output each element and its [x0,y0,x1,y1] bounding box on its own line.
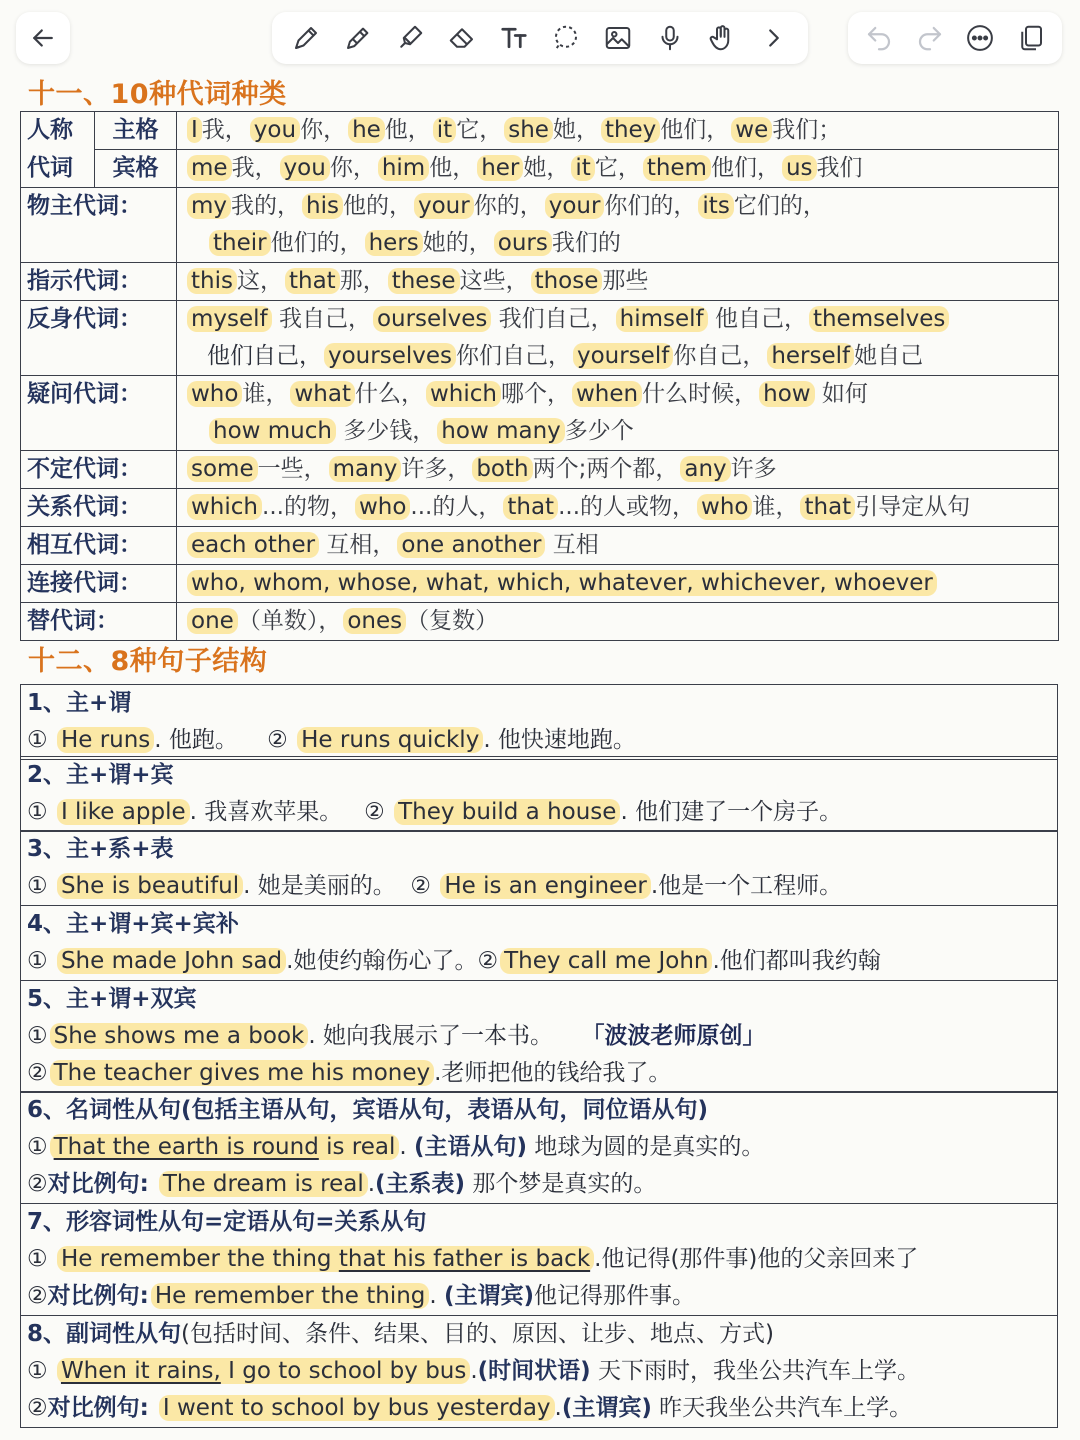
pronoun-meaning: 我们的 [551,230,621,256]
image-icon[interactable] [598,18,638,58]
pronoun-meaning: 我自己， [271,306,371,332]
more-icon[interactable] [960,18,1000,58]
tool-palette [272,12,808,64]
section-title-pronouns: 十一、10种代词种类 [28,79,287,110]
pronoun-meaning: （复数） [406,608,499,634]
chinese-translation: . 我喜欢苹果。 [189,799,343,825]
structure-title: 3、主+系+表 [27,836,174,862]
pronoun-term: your [414,193,474,219]
pronoun-meaning: 多少个 [564,418,634,444]
conjunctive-row [177,565,1059,603]
pronoun-meaning: 什么， [354,381,424,407]
pronoun-meaning: 他的， [342,193,412,219]
structure-3-box [20,830,1058,906]
punctuation: . [399,1134,415,1160]
pronoun-meaning: 他， [429,155,476,181]
number: ① [27,1023,48,1049]
example-line [21,794,1057,831]
sentence-rest: is real [318,1134,396,1160]
pronoun-term: themselves [809,306,949,332]
toolbar [0,0,1080,72]
pronoun-term: they [601,117,660,143]
pronoun-meaning: 许多， [401,456,471,482]
english-sentence: He runs [57,727,154,753]
pronoun-term: these [388,268,460,294]
line [185,413,1058,450]
possessive-row [177,188,1059,263]
chinese-translation: 地球为圆的是真实的。 [527,1134,765,1160]
pronoun-term: some [187,456,258,482]
number: ① [27,727,55,753]
line [185,338,1058,375]
pronoun-term: what [290,381,355,407]
structure-7-box [20,1203,1058,1316]
pronoun-meaning: 你， [329,155,376,181]
number: ① [27,873,55,899]
accusative-row [177,150,1059,188]
english-sentence [50,1134,400,1160]
pronoun-term: that [285,268,340,294]
pronoun-term: it [433,117,456,143]
number: ② [27,1171,48,1197]
chinese-translation: 他记得那件事。 [534,1283,696,1309]
pronoun-meaning: ...的人或物， [558,494,696,520]
pronoun-meaning: （单数）， [237,608,342,634]
pronoun-term: when [572,381,642,407]
pronoun-meaning: 我， [201,117,248,143]
interrogative-label: 疑问代词： [21,376,177,451]
underlined-clause: When it rains, [60,1358,221,1384]
compare-label: 对比例句: [47,1283,149,1309]
pronoun-meaning: 我们； [772,117,842,143]
possessive-label: 物主代词： [21,188,177,263]
pronoun-meaning: 他们的， [270,230,363,256]
title-main: 8、副词性从句 [27,1321,182,1347]
pronoun-meaning: 它， [456,117,503,143]
pronoun-term: who, whom, whose, what, which, whatever, whichever, whoever [187,570,937,596]
pronoun-term: many [329,456,402,482]
english-sentence [57,1246,594,1272]
structure-title: 5、主+谓+双宾 [27,986,197,1012]
pronoun-term: him [378,155,429,181]
reciprocal-label: 相互代词： [21,527,177,565]
structure-4-box [20,905,1058,981]
pronoun-meaning: 谁， [242,381,289,407]
grammar-note: (主谓宾) [561,1395,652,1421]
chinese-translation: 天下雨时，我坐公共汽车上学。 [590,1358,921,1384]
english-sentence: They call me John [500,948,712,974]
chinese-translation: .老师把他的钱给我了。 [434,1060,672,1086]
pronoun-term: me [187,155,232,181]
label-text: 人称 [27,117,73,143]
pronoun-meaning: 许多 [730,456,777,482]
pronoun-term: my [187,193,231,219]
grammar-note: (主语从句) [414,1134,528,1160]
pronoun-meaning: ...的人， [410,494,502,520]
personal-label-bottom [21,150,95,188]
highlighter-icon[interactable] [390,18,430,58]
eraser-icon[interactable] [442,18,482,58]
pronoun-term: that [503,494,558,520]
pronoun-term: their [209,230,271,256]
pronoun-meaning: 引导定从句 [855,494,971,520]
pronoun-term: your [545,193,605,219]
demonstrative-label: 指示代词： [21,263,177,301]
english-sentence: She shows me a book [50,1023,309,1049]
pronoun-term: this [187,268,237,294]
example-line [21,1278,1057,1315]
english-sentence: She is beautiful [57,873,243,899]
pronoun-term: how much [209,418,336,444]
demonstrative-row [177,263,1059,301]
number: ① [27,799,55,825]
pronoun-term: yourself [573,343,673,369]
chinese-translation: .他是一个工程师。 [650,873,843,899]
structure-5-box [20,980,1058,1093]
pronoun-term: we [731,117,772,143]
pronoun-meaning: 他们， [710,155,780,181]
grammar-note: (时间状语) [477,1358,591,1384]
example-line [21,1390,1057,1427]
underlined-clause: that his father is back [338,1246,591,1272]
label-text: 代词 [27,154,73,181]
grammar-note: (主谓宾) [444,1283,535,1309]
pronoun-meaning: 你的， [473,193,543,219]
pronoun-term: who [355,494,410,520]
example-line [21,1018,1057,1055]
structure-title: 7、形容词性从句=定语从句=关系从句 [27,1209,427,1235]
reflexive-row [177,301,1059,376]
pronoun-term: who [187,381,242,407]
number: ① [27,1134,48,1160]
chinese-translation: .她使约翰伤心了。 [286,948,478,974]
personal-label-top [21,112,95,150]
back-button[interactable] [16,12,70,64]
indefinite-label: 不定代词： [21,451,177,489]
pronoun-meaning: 她的， [422,230,492,256]
chinese-translation: .他记得(那件事)他的父亲回来了 [594,1246,919,1272]
pronoun-meaning: 她， [523,155,570,181]
pronoun-term: how many [437,418,564,444]
punctuation: . [470,1358,478,1384]
pronoun-meaning: 他， [384,117,431,143]
pronoun-term: both [472,456,532,482]
punctuation: . [429,1283,445,1309]
pronoun-meaning: 这些， [459,268,529,294]
english-sentence: He runs quickly [297,727,483,753]
pronoun-term: yourselves [324,343,456,369]
structure-8-box [20,1315,1058,1428]
lasso-icon[interactable] [546,18,586,58]
pronoun-meaning: 他们， [660,117,730,143]
pronoun-meaning: 她自己 [854,343,924,369]
indefinite-row [177,451,1059,489]
pronoun-meaning: 他自己， [707,306,807,332]
pronoun-term: himself [616,306,708,332]
english-sentence: He is an engineer [440,873,650,899]
pronoun-term: us [782,155,817,181]
pronoun-term: how [759,381,814,407]
nominative-row [177,112,1059,150]
pronoun-term: ourselves [373,306,491,332]
number: ① [27,1246,55,1272]
pronoun-term: her [477,155,523,181]
pronoun-meaning: 两个;两个都， [532,456,679,482]
reciprocal-row [177,527,1059,565]
pronoun-term: who [697,494,752,520]
compare-label: 对比例句: [47,1171,157,1197]
pronoun-term: ours [494,230,552,256]
english-sentence [57,1358,470,1384]
structure-title: 1、主+谓 [27,690,132,716]
structure-2-box [20,756,1058,832]
conjunctive-label: 连接代词： [21,565,177,603]
number: ① [27,1358,55,1384]
pronoun-meaning: 什么时候， [642,381,758,407]
number: ② [27,1060,48,1086]
pronoun-meaning: 这， [236,268,283,294]
english-sentence: He remember the thing [151,1283,430,1309]
pronoun-meaning: 你自己， [673,343,766,369]
pronoun-term: each other [187,532,319,558]
structure-title: 2、主+谓+宾 [27,762,174,788]
number: ② [477,948,499,974]
pages-icon[interactable] [1011,18,1051,58]
chinese-translation: . 她是美丽的。 [243,873,396,899]
pronoun-meaning: 谁， [752,494,799,520]
example-line [21,943,1057,980]
structure-title: 4、主+谓+宾+宾补 [27,911,239,937]
pronoun-term: one [187,608,238,634]
pronoun-meaning: 她， [552,117,599,143]
number: ② [410,873,439,899]
example-line [21,1353,1057,1390]
number: ① [27,948,55,974]
underlined-clause: That the earth is round [53,1134,319,1160]
example-line [21,1129,1057,1166]
chinese-translation: . 她向我展示了一本书。 [308,1023,553,1049]
pronoun-term: hers [365,230,423,256]
pronoun-term: she [504,117,553,143]
pronoun-term: his [302,193,343,219]
pronoun-meaning: 它们的， [733,193,826,219]
chinese-translation: .他们都叫我约翰 [712,948,881,974]
english-sentence: They build a house [394,799,620,825]
reflexive-label: 反身代词： [21,301,177,376]
nominative-label: 主格 [95,112,177,150]
pronoun-meaning: 互相， [319,532,396,558]
punctuation: . [554,1395,562,1421]
structure-6-box [20,1091,1058,1204]
pronoun-meaning: ...的物， [262,494,353,520]
structure-1-box [20,684,1058,760]
pronoun-meaning: 一些， [257,456,327,482]
pronoun-meaning: 我的， [231,193,301,219]
pronoun-term: which [187,494,262,520]
punctuation: . [367,1171,376,1197]
sentence-main: He remember the thing [60,1246,339,1272]
chinese-translation: . 他跑。 [154,727,238,753]
pronoun-term: any [680,456,730,482]
pronoun-term: those [531,268,603,294]
pronoun-meaning: 我， [231,155,278,181]
example-line [21,1241,1057,1278]
redo-icon[interactable] [910,18,950,58]
pronoun-term: its [698,193,733,219]
grammar-note: (主系表) [375,1171,466,1197]
text: 他们自己， [207,343,322,369]
pronoun-meaning: 你们的， [604,193,697,219]
number: ② [364,799,393,825]
pronoun-term: you [280,155,330,181]
pronoun-term: ones [343,608,406,634]
relative-label: 关系代词： [21,489,177,527]
line [185,301,1058,338]
chinese-translation: 那个梦是真实的。 [465,1171,657,1197]
section-title-sentence-structures: 十二、8种句子结构 [28,646,268,677]
example-line [21,1166,1057,1203]
title-detail: (包括时间、条件、结果、目的、原因、让步、地点、方式) [181,1321,774,1347]
example-line [21,722,1057,759]
english-sentence: I like apple [57,799,190,825]
accusative-label: 宾格 [95,150,177,188]
number: ② [267,727,296,753]
pronoun-meaning: 哪个， [501,381,570,407]
example-line [21,868,1057,905]
sentence-main: I go to school by bus [220,1358,467,1384]
line [185,225,1058,262]
chinese-translation: 昨天我坐公共汽车上学。 [651,1395,913,1421]
pronoun-term: myself [187,306,272,332]
relative-row [177,489,1059,527]
text-tool-icon[interactable] [494,18,534,58]
pronoun-term: one another [397,532,545,558]
english-sentence: I went to school by bus yesterday [159,1395,555,1421]
pronoun-meaning: 我们 [816,155,863,181]
interrogative-row [177,376,1059,451]
line [185,376,1058,413]
undo-icon[interactable] [859,18,899,58]
substitute-label: 替代词： [21,603,177,641]
pencil-icon[interactable] [338,18,378,58]
pronoun-term: it [571,155,594,181]
pronoun-meaning: 那些 [602,268,649,294]
substitute-row [177,603,1059,641]
compare-label: 对比例句: [47,1395,157,1421]
pronoun-term: them [643,155,711,181]
pronoun-term: that [800,494,855,520]
pronoun-meaning: 我们自己， [491,306,614,332]
pronoun-term: which [426,381,501,407]
chevron-right-icon[interactable] [754,18,794,58]
line [185,188,1058,225]
english-sentence: The dream is real [159,1171,368,1197]
pronoun-meaning: 互相 [545,532,599,558]
pronoun-meaning: 那， [339,268,386,294]
gesture-icon[interactable] [702,18,742,58]
structure-title: 6、名词性从句(包括主语从句，宾语从句，表语从句，同位语从句) [27,1097,709,1123]
pronoun-meaning: 你们自己， [455,343,571,369]
english-sentence: The teacher gives me his money [50,1060,434,1086]
pronoun-meaning: 多少钱， [335,418,436,444]
chinese-translation: . 他快速地跑。 [483,727,636,753]
pronoun-meaning: 你， [300,117,347,143]
chinese-translation: . 他们建了一个房子。 [620,799,843,825]
back-arrow-icon[interactable] [23,18,63,58]
pronoun-term: he [348,117,385,143]
pronoun-table [20,111,1059,641]
example-line [21,1055,1057,1092]
pronoun-term: you [250,117,300,143]
english-sentence: She made John sad [57,948,286,974]
action-bar [848,12,1062,64]
microphone-icon[interactable] [650,18,690,58]
pronoun-meaning: 它， [594,155,641,181]
structure-title [21,1316,1057,1353]
number: ② [27,1283,48,1309]
pronoun-term: I [187,117,202,143]
author-tag: 「波波老师原创」 [592,1023,766,1049]
number: ② [27,1395,48,1421]
pronoun-term: herself [767,343,854,369]
pen-icon[interactable] [286,18,326,58]
line-items [322,343,923,369]
pronoun-meaning: 如何 [814,381,868,407]
